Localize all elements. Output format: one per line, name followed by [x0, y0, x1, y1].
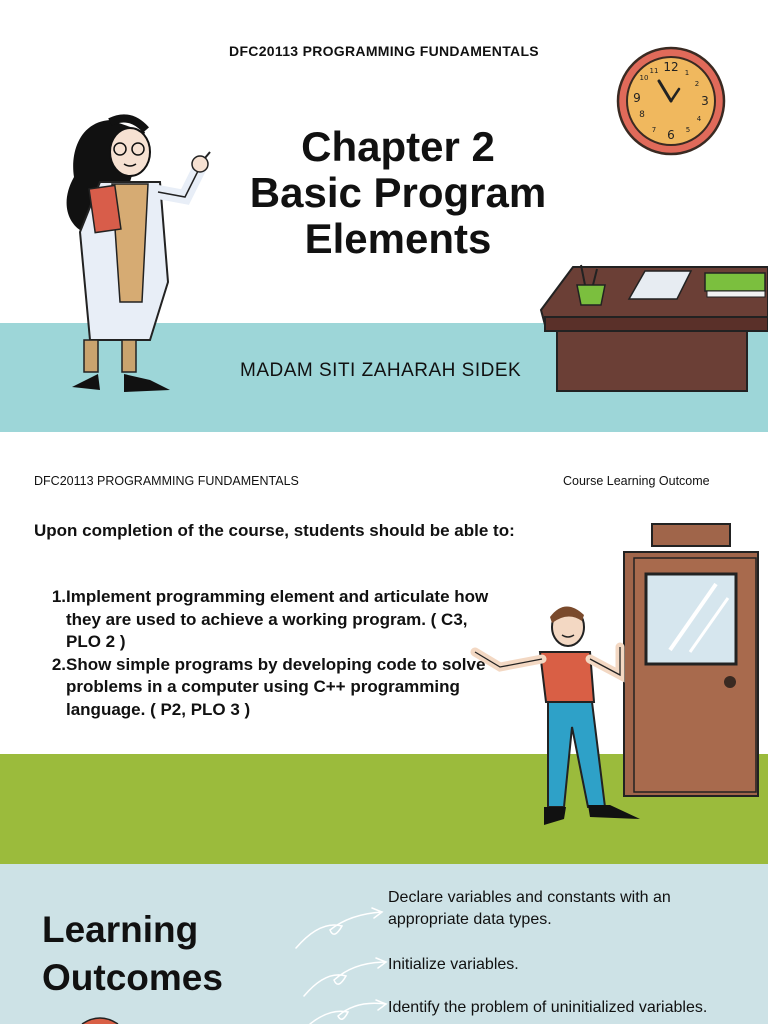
learning-outcome-item: Initialize variables.	[388, 956, 519, 973]
partial-illustration	[80, 1016, 120, 1024]
heading-line-1: Learning	[42, 909, 199, 950]
chapter-title-line-2: Basic Program	[249, 169, 547, 216]
clock-number-4: 4	[696, 115, 702, 123]
outcome-text: Implement programming element and articulate how they are used to achieve a working program. ( C3, PLO 2 )	[66, 587, 489, 651]
learning-outcomes-slide	[0, 864, 768, 1024]
outcome-number: 2.	[51, 654, 66, 674]
clock-number-8: 8	[639, 110, 645, 120]
section-label: Course Learning Outcome	[563, 474, 710, 488]
arrow-1	[296, 912, 382, 948]
course-title: DFC20113 PROGRAMMING FUNDAMENTALS	[34, 474, 299, 488]
learning-outcome-item: Identify the problem of uninitialized variables.	[388, 999, 708, 1016]
chapter-title	[190, 124, 606, 262]
learning-outcomes-heading	[42, 906, 223, 1002]
clock-number-1: 1	[684, 69, 690, 77]
learning-outcome-item: Declare variables and constants with an appropriate data types.	[388, 889, 671, 928]
arrow-2	[304, 962, 386, 996]
outcome-list	[34, 586, 504, 721]
outcome-item	[34, 654, 504, 722]
course-title: DFC20113 PROGRAMMING FUNDAMENTALS	[229, 43, 539, 59]
desk-illustration	[533, 255, 768, 395]
clock-number-11: 11	[649, 67, 659, 75]
teacher-illustration	[50, 112, 215, 402]
door-illustration	[620, 520, 762, 800]
clock-number-9: 9	[633, 91, 641, 105]
clock-illustration	[615, 45, 727, 157]
outcome-text: Show simple programs by developing code to solve problems in a computer using C++ programming language. ( P2, PLO 3 )	[66, 654, 486, 719]
author-name: MADAM SITI ZAHARAH SIDEK	[240, 360, 522, 381]
presenter-illustration	[460, 597, 640, 837]
chapter-title-line-1: Chapter 2	[301, 123, 495, 170]
course-learning-outcome-slide	[0, 432, 768, 864]
title-slide	[0, 0, 768, 432]
clock-number-7: 7	[651, 126, 657, 134]
chapter-title-line-3: Elements	[304, 215, 492, 262]
clock-number-10: 10	[639, 74, 649, 82]
intro-text: Upon completion of the course, students should be able to:	[34, 521, 515, 540]
heading-line-2: Outcomes	[42, 957, 223, 998]
clock-number-5: 5	[685, 126, 691, 134]
clock-number-2: 2	[694, 80, 700, 88]
arrow-3	[310, 1003, 386, 1024]
outcome-item	[34, 586, 504, 654]
arrow-decorations	[290, 900, 390, 1024]
clock-number-6: 6	[667, 128, 675, 142]
outcome-number: 1.	[51, 587, 66, 606]
clock-number-12: 12	[663, 60, 679, 74]
clock-number-3: 3	[701, 94, 709, 108]
